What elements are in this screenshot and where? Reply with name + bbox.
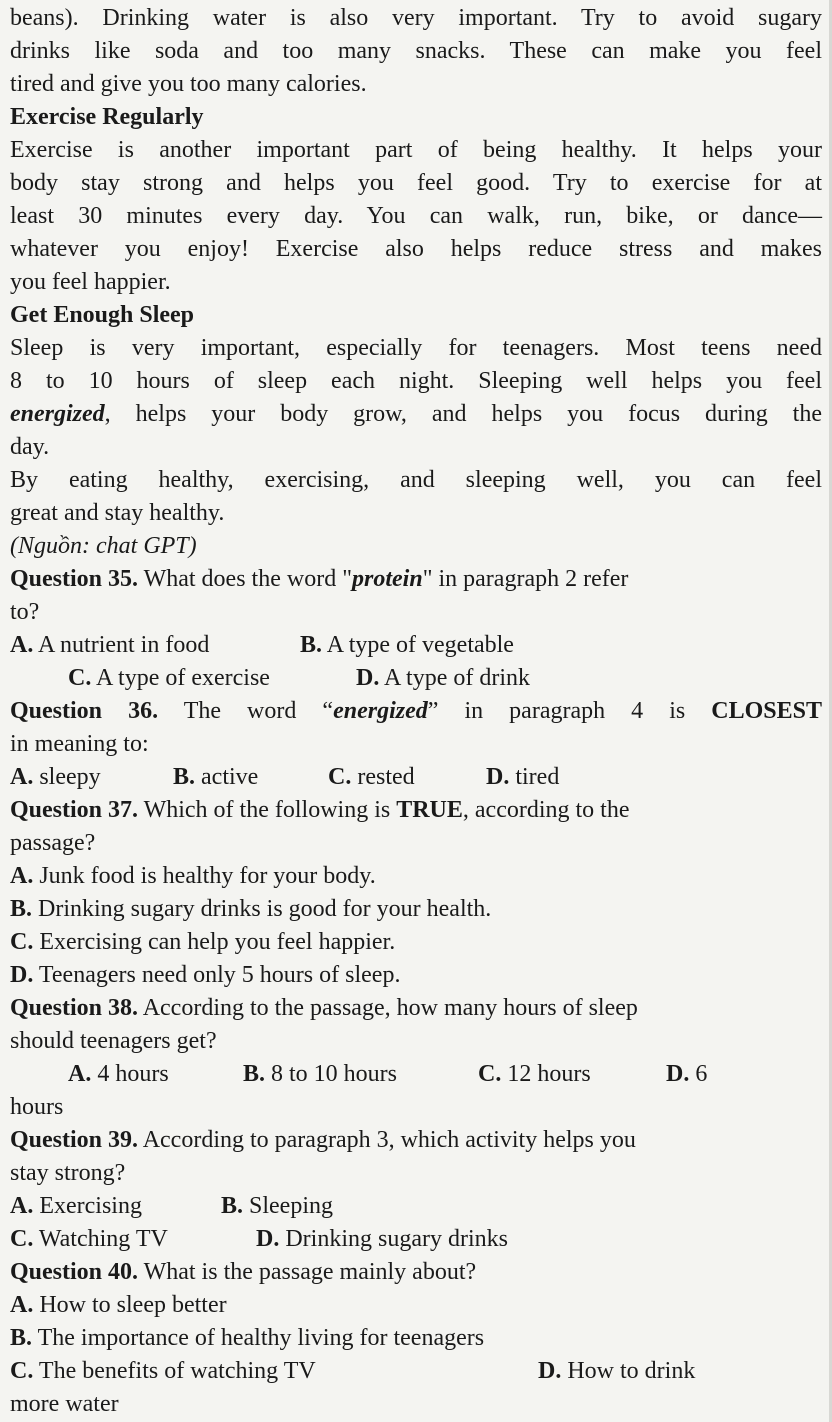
passage-line: whatever you enjoy! Exercise also helps reduce stress and makes [10, 236, 822, 262]
q40-option-b[interactable]: B. The importance of healthy living for teenagers [10, 1325, 485, 1351]
passage-line: great and stay healthy. [10, 500, 225, 526]
q40-option-a[interactable]: A. How to sleep better [10, 1292, 227, 1318]
heading-sleep: Get Enough Sleep [10, 302, 195, 328]
passage-line: energized, helps your body grow, and helps you focus during the [10, 401, 822, 427]
passage-line: least 30 minutes every day. You can walk, run, bike, or dance— [10, 203, 822, 229]
keyword-energized: energized [10, 401, 105, 427]
passage-line: drinks like soda and too many snacks. These can make you feel [10, 38, 822, 64]
question-40-stem: Question 40. What is the passage mainly about? [10, 1259, 477, 1285]
q36-option-b[interactable]: B. active [173, 764, 259, 790]
q36-option-c[interactable]: C. rested [328, 764, 415, 790]
q38-option-a[interactable]: A. 4 hours [68, 1061, 169, 1087]
heading-exercise: Exercise Regularly [10, 104, 204, 130]
question-35-stem-cont: to? [10, 599, 40, 625]
question-37-stem-cont: passage? [10, 830, 96, 856]
q39-option-c[interactable]: C. Watching TV [10, 1226, 168, 1252]
q39-option-b[interactable]: B. Sleeping [221, 1193, 334, 1219]
question-38-stem: Question 38. According to the passage, how many hours of sleep [10, 995, 638, 1021]
q36-option-a[interactable]: A. sleepy [10, 764, 101, 790]
passage-line: beans). Drinking water is also very important. Try to avoid sugary [10, 5, 822, 31]
q35-option-a[interactable]: A. A nutrient in food [10, 632, 210, 658]
question-39-stem: Question 39. According to paragraph 3, which activity helps you [10, 1127, 636, 1153]
source-note: (Nguồn: chat GPT) [10, 533, 197, 559]
q36-option-d[interactable]: D. tired [486, 764, 560, 790]
passage-line: Sleep is very important, especially for teenagers. Most teens need [10, 335, 822, 361]
question-38-stem-cont: should teenagers get? [10, 1028, 217, 1054]
q40-option-d-cont[interactable]: more water [10, 1391, 119, 1417]
q37-option-a[interactable]: A. Junk food is healthy for your body. [10, 863, 376, 889]
question-36-stem-cont: in meaning to: [10, 731, 149, 757]
question-35-stem: Question 35. What does the word "protein" in paragraph 2 refer [10, 566, 629, 592]
q38-option-d[interactable]: D. 6 [666, 1061, 708, 1087]
passage-line: Exercise is another important part of being healthy. It helps your [10, 137, 822, 163]
passage-line: tired and give you too many calories. [10, 71, 367, 97]
q39-option-a[interactable]: A. Exercising [10, 1193, 142, 1219]
passage-line: day. [10, 434, 50, 460]
q37-option-d[interactable]: D. Teenagers need only 5 hours of sleep. [10, 962, 401, 988]
q35-option-c[interactable]: C. A type of exercise [68, 665, 270, 691]
passage-line: you feel happier. [10, 269, 171, 295]
q38-option-b[interactable]: B. 8 to 10 hours [243, 1061, 398, 1087]
q35-option-b[interactable]: B. A type of vegetable [300, 632, 514, 658]
passage-line: 8 to 10 hours of sleep each night. Sleeping well helps you feel [10, 368, 822, 394]
q35-option-d[interactable]: D. A type of drink [356, 665, 530, 691]
q37-option-c[interactable]: C. Exercising can help you feel happier. [10, 929, 396, 955]
q38-option-c[interactable]: C. 12 hours [478, 1061, 591, 1087]
q40-option-c[interactable]: C. The benefits of watching TV [10, 1358, 316, 1384]
question-36-stem: Question 36. The word “energized” in paragraph 4 is CLOSEST [10, 698, 822, 724]
q37-option-b[interactable]: B. Drinking sugary drinks is good for your health. [10, 896, 492, 922]
q38-option-d-cont[interactable]: hours [10, 1094, 64, 1120]
q40-option-d[interactable]: D. How to drink [538, 1358, 696, 1384]
question-39-stem-cont: stay strong? [10, 1160, 126, 1186]
q39-option-d[interactable]: D. Drinking sugary drinks [256, 1226, 508, 1252]
passage-line: By eating healthy, exercising, and sleeping well, you can feel [10, 467, 822, 493]
passage-line: body stay strong and helps you feel good. Try to exercise for at [10, 170, 822, 196]
question-37-stem: Question 37. Which of the following is TRUE, according to the [10, 797, 630, 823]
